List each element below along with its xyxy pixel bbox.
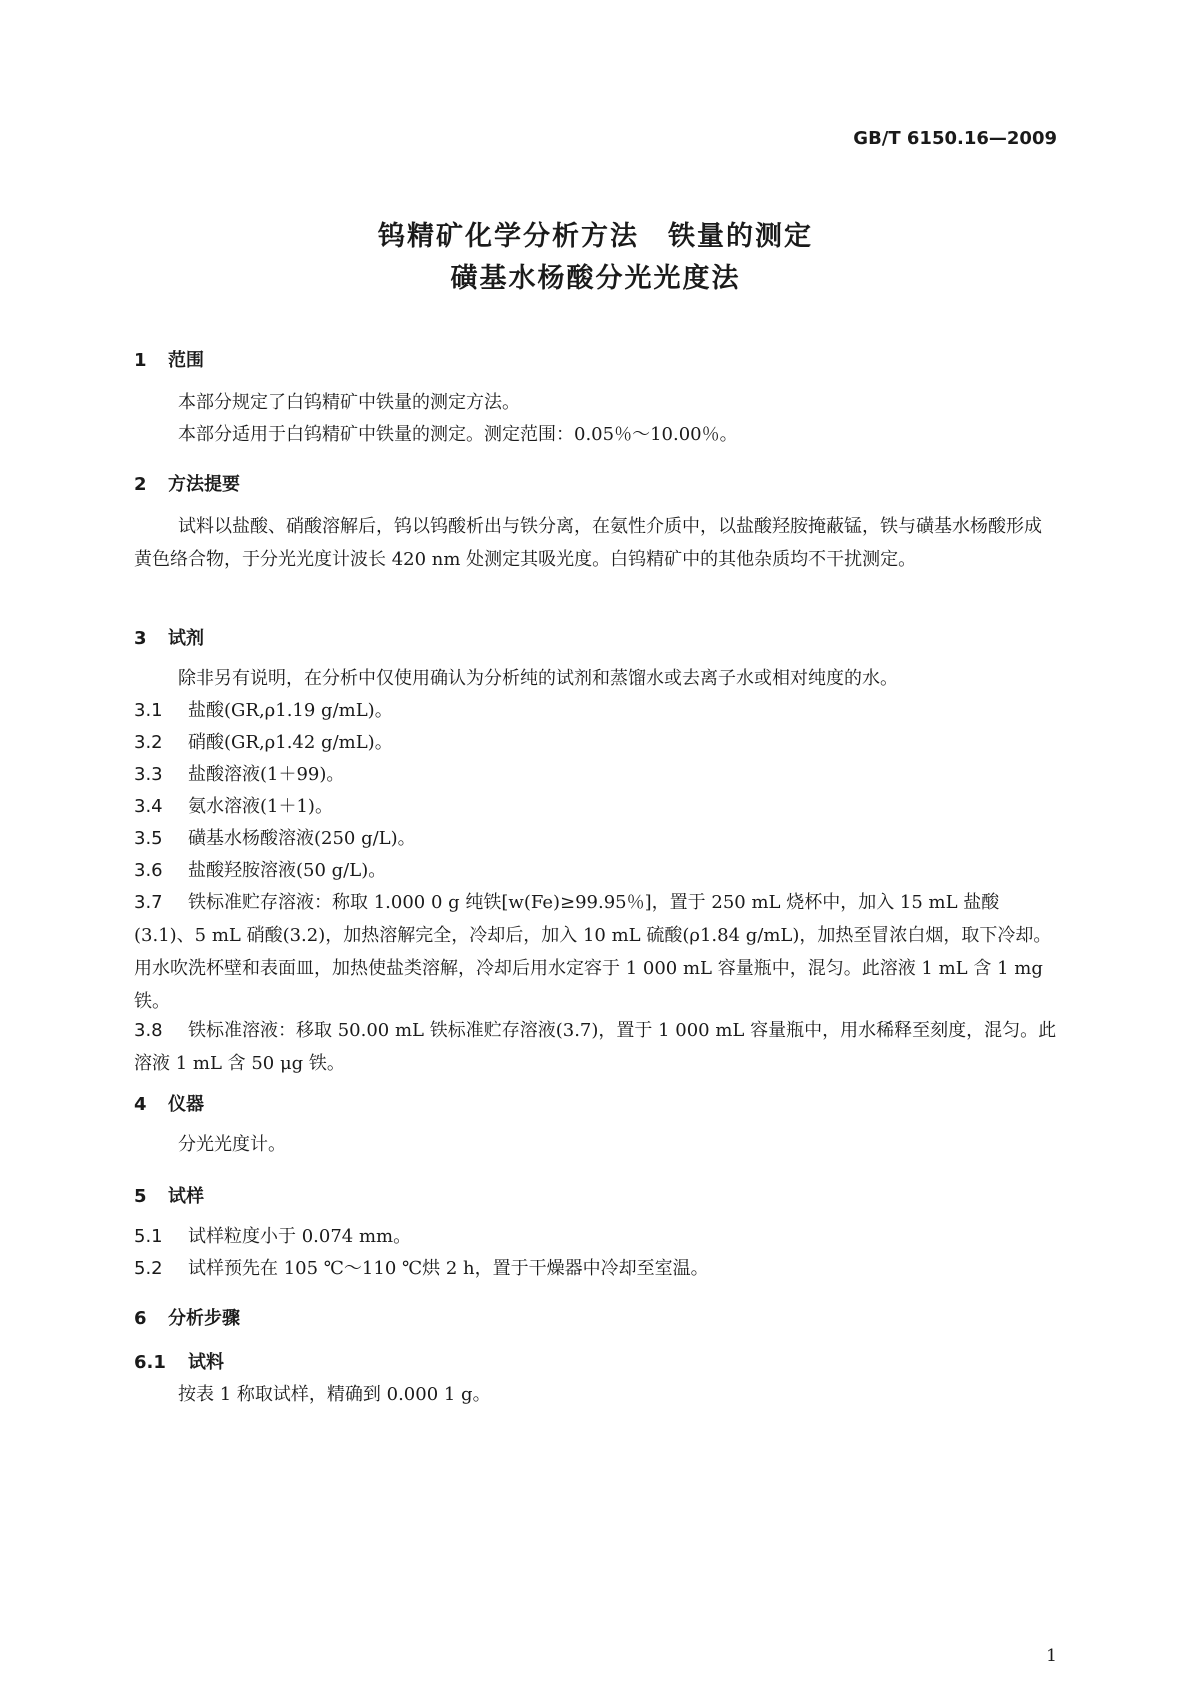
item-text: 铁标准贮存溶液：称取 1.000 0 g 纯铁[w(Fe)≥99.95％]，置于 250 mL 烧杯中，加入 15 mL 盐酸(3.1)、5 mL 硝酸(3.2)，加热溶解完全，冷却后，加入 10 mL 硫酸(ρ1.84 g/mL)，加热至冒浓白烟，取下冷却。用水吹洗杯壁和表面皿，加热使盐类溶解，冷却后用水定容于 1 000 mL 容量瓶中，混匀。此溶液 1 mL 含 1 mg 铁。 (134, 892, 1052, 1012)
list-item (134, 886, 1058, 1018)
section-title: 分析步骤 (168, 1308, 240, 1329)
list-item (134, 790, 1058, 823)
item-number: 3.4 (134, 796, 163, 817)
section-6-heading (134, 1304, 240, 1330)
page-number: 1 (1046, 1646, 1057, 1666)
list-item (134, 726, 1058, 759)
section-title: 范围 (168, 350, 204, 371)
paragraph: 本部分适用于白钨精矿中铁量的测定。测定范围：0.05％～10.00％。 (178, 424, 738, 445)
subsection-6-1-heading (134, 1348, 224, 1374)
list-item (134, 1252, 1058, 1285)
item-number: 3.3 (134, 764, 163, 785)
section-1-heading (134, 346, 204, 372)
item-number: 3.7 (134, 892, 163, 913)
item-number: 3.6 (134, 860, 163, 881)
section-number: 1 (134, 350, 147, 371)
section-4-heading (134, 1090, 204, 1116)
list-item (134, 1220, 1058, 1253)
document-title-line1: 钨精矿化学分析方法 铁量的测定 (378, 221, 813, 252)
standard-number: GB/T 6150.16—2009 (853, 128, 1057, 149)
item-number: 5.1 (134, 1226, 163, 1247)
item-text: 试样预先在 105 ℃～110 ℃烘 2 h，置于干燥器中冷却至室温。 (188, 1258, 709, 1279)
item-text: 氨水溶液(1＋1)。 (188, 796, 333, 817)
list-item (134, 758, 1058, 791)
item-number: 3.2 (134, 732, 163, 753)
section-title: 试剂 (168, 628, 204, 649)
list-item (134, 694, 1058, 727)
section-title: 试样 (168, 1186, 204, 1207)
item-text: 硝酸(GR,ρ1.42 g/mL)。 (188, 732, 393, 753)
section-title: 方法提要 (168, 474, 240, 495)
section-3-heading (134, 624, 204, 650)
item-number: 3.5 (134, 828, 163, 849)
item-text: 磺基水杨酸溶液(250 g/L)。 (188, 828, 416, 849)
section-number: 5 (134, 1186, 147, 1207)
paragraph: 分光光度计。 (178, 1134, 286, 1155)
paragraph: 除非另有说明，在分析中仅使用确认为分析纯的试剂和蒸馏水或去离子水或相对纯度的水。 (178, 668, 898, 689)
list-item (134, 854, 1058, 887)
list-item (134, 822, 1058, 855)
subsection-title: 试料 (188, 1352, 224, 1373)
paragraph: 试料以盐酸、硝酸溶解后，钨以钨酸析出与铁分离，在氨性介质中，以盐酸羟胺掩蔽锰，铁与磺基水杨酸形成黄色络合物，于分光光度计波长 420 nm 处测定其吸光度。白钨精矿中的其他杂质均不干扰测定。 (134, 516, 1042, 570)
item-number: 3.8 (134, 1020, 163, 1041)
subsection-number: 6.1 (134, 1352, 166, 1373)
list-item (134, 1014, 1058, 1080)
item-text: 试样粒度小于 0.074 mm。 (188, 1226, 412, 1247)
section-number: 3 (134, 628, 147, 649)
item-text: 盐酸羟胺溶液(50 g/L)。 (188, 860, 387, 881)
section-number: 2 (134, 474, 147, 495)
document-title-line2: 磺基水杨酸分光光度法 (450, 263, 741, 294)
item-number: 5.2 (134, 1258, 163, 1279)
section-title: 仪器 (168, 1094, 204, 1115)
item-text: 盐酸(GR,ρ1.19 g/mL)。 (188, 700, 393, 721)
section-number: 4 (134, 1094, 147, 1115)
section-number: 6 (134, 1308, 147, 1329)
paragraph: 本部分规定了白钨精矿中铁量的测定方法。 (178, 392, 520, 413)
section-5-heading (134, 1182, 204, 1208)
item-number: 3.1 (134, 700, 163, 721)
item-text: 铁标准溶液：移取 50.00 mL 铁标准贮存溶液(3.7)，置于 1 000 mL 容量瓶中，用水稀释至刻度，混匀。此溶液 1 mL 含 50 μg 铁。 (134, 1020, 1057, 1074)
section-2-heading (134, 470, 240, 496)
item-text: 盐酸溶液(1＋99)。 (188, 764, 345, 785)
paragraph: 按表 1 称取试样，精确到 0.000 1 g。 (178, 1384, 491, 1405)
